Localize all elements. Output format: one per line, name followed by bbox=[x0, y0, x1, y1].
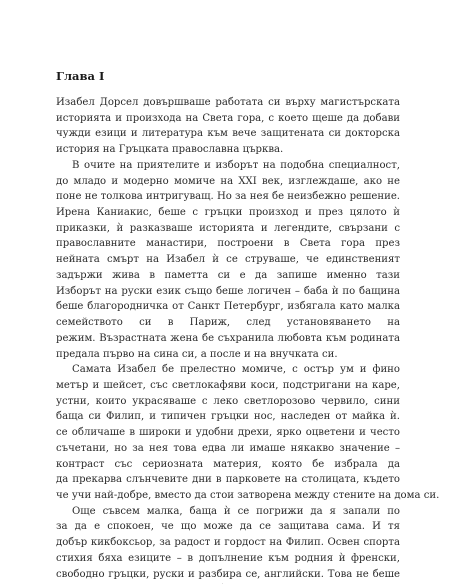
text-line: предала първо на сина си, а после и на внучката си. bbox=[56, 348, 338, 360]
text-line: до младо и модерно момиче на XXI век, изглеждаше, ако не bbox=[56, 175, 400, 187]
text-line: Още съвсем малка, баща ѝ се погрижи да я запали по bbox=[72, 505, 400, 517]
text-line: добър кикбоксьор, за радост и гордост на Филип. Освен спорта bbox=[56, 537, 400, 549]
text-line: нейната смърт на Изабел ѝ се струваше, че единственият bbox=[56, 254, 400, 266]
text-line: режим. Възрастната жена бе съхранила любовта към родината bbox=[56, 332, 400, 344]
text-line: Изборът на руски език също беше логичен – баба ѝ по бащина bbox=[56, 285, 400, 297]
text-line: за да е спокоен, че що може да се защитава сама. И тя bbox=[56, 521, 400, 533]
text-line: В очите на приятелите и изборът на подобна специалност, bbox=[72, 159, 400, 171]
text-line: метър и шейсет, със светлокафяви коси, подстригани на каре, bbox=[56, 379, 400, 391]
text-line: поне не толкова интригуващ. Но за нея бе неизбежно решение. bbox=[56, 191, 400, 203]
text-line: беше благородничка от Санкт Петербург, избягала като малка bbox=[56, 301, 400, 313]
text-line: чужди езици и литература към вече защитената си докторска bbox=[56, 128, 400, 140]
text-line: приказки, ѝ разказваше историята и легендите, свързани с bbox=[56, 222, 400, 234]
chapter-body bbox=[56, 95, 440, 584]
paragraph bbox=[56, 95, 400, 158]
chapter-heading: Глава I bbox=[56, 69, 105, 83]
text-line: баща си Филип, и типичен гръцки нос, наследен от майка ѝ. bbox=[56, 411, 400, 423]
text-line: съчетани, но за нея това едва ли имаше някакво значение – bbox=[56, 442, 400, 454]
text-line: стихия бяха езиците – в допълнение към родния ѝ френски, bbox=[56, 552, 400, 564]
text-line: задържи жива в паметта си е да запише именно тази bbox=[56, 269, 400, 281]
text-line: се обличаше в широки и удобни дрехи, ярко оцветени и често bbox=[56, 427, 400, 439]
text-line: Самата Изабел бе прелестно момиче, с остър ум и фино bbox=[72, 364, 400, 376]
text-line: да прекарва слънчевите дни в парковете на столицата, където bbox=[56, 474, 400, 486]
text-line: история на Гръцката православна църква. bbox=[56, 144, 284, 156]
paragraph bbox=[56, 504, 400, 584]
text-line: че учи най-добре, вместо да стои затворена между стените на дома си. bbox=[56, 489, 440, 501]
text-line: свободно гръцки, руски и разбира се, английски. Това не беше bbox=[56, 568, 400, 580]
text-line: Ирена Каниакис, беше с гръцки произход и през цялото ѝ bbox=[56, 207, 400, 219]
paragraph bbox=[56, 158, 400, 362]
text-line: семейството си в Париж, след установяването на bbox=[56, 317, 400, 329]
text-line: устни, които украсяваше с леко светлорозово червило, сини bbox=[56, 395, 400, 407]
text-line: историята и произхода на Света гора, с което щеше да добави bbox=[56, 112, 400, 124]
text-line: православните манастири, построени в Света гора през bbox=[56, 238, 400, 250]
text-line: Изабел Дорсел довършваше работата си върху магистърската bbox=[56, 97, 400, 108]
paragraph bbox=[56, 362, 440, 503]
text-line: контраст със сериозната материя, която бе избрала да bbox=[56, 458, 400, 470]
